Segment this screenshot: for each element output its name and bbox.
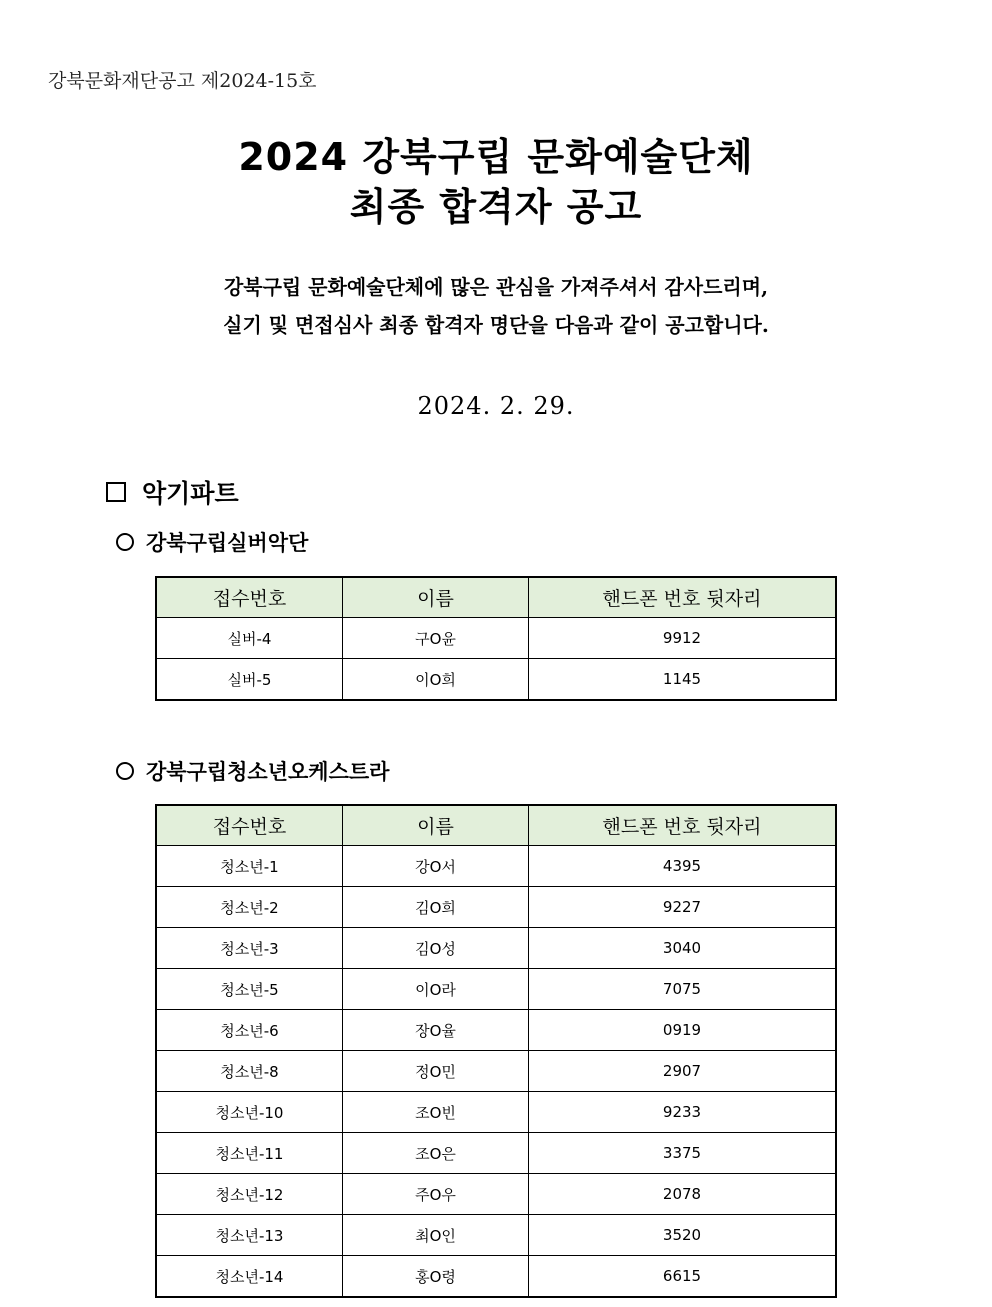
column-header-receipt: 접수번호 xyxy=(156,805,343,846)
document-number: 강북문화재단공고 제2024-15호 xyxy=(48,70,317,92)
phone-last-digits: 6615 xyxy=(529,1256,837,1298)
phone-last-digits: 2907 xyxy=(529,1051,837,1092)
square-bullet-icon xyxy=(106,482,126,502)
section-heading xyxy=(106,474,239,510)
phone-last-digits: 3375 xyxy=(529,1133,837,1174)
receipt-number: 청소년-10 xyxy=(156,1092,343,1133)
receipt-number: 청소년-3 xyxy=(156,928,343,969)
page-title xyxy=(0,132,992,232)
title-line-2: 최종 합격자 공고 xyxy=(349,185,643,229)
table-row xyxy=(156,618,836,659)
table-header-row xyxy=(156,805,836,846)
applicant-name: 최O인 xyxy=(343,1215,529,1256)
circle-bullet-icon xyxy=(116,533,134,551)
receipt-number: 청소년-2 xyxy=(156,887,343,928)
intro-text xyxy=(0,268,992,344)
phone-last-digits: 2078 xyxy=(529,1174,837,1215)
receipt-number: 청소년-6 xyxy=(156,1010,343,1051)
table-row xyxy=(156,659,836,701)
column-header-name: 이름 xyxy=(343,805,529,846)
intro-line-1: 강북구립 문화예술단체에 많은 관심을 가져주셔서 감사드리며, xyxy=(223,275,769,299)
column-header-phone: 핸드폰 번호 뒷자리 xyxy=(529,805,837,846)
receipt-number: 청소년-5 xyxy=(156,969,343,1010)
phone-last-digits: 9227 xyxy=(529,887,837,928)
phone-last-digits: 9912 xyxy=(529,618,837,659)
table-row xyxy=(156,969,836,1010)
receipt-number: 청소년-13 xyxy=(156,1215,343,1256)
phone-last-digits: 3040 xyxy=(529,928,837,969)
section-heading-label: 악기파트 xyxy=(142,479,239,508)
applicant-name: 조O빈 xyxy=(343,1092,529,1133)
circle-bullet-icon xyxy=(116,762,134,780)
table-row xyxy=(156,1051,836,1092)
receipt-number: 실버-5 xyxy=(156,659,343,701)
receipt-number: 청소년-14 xyxy=(156,1256,343,1298)
applicant-name: 이O라 xyxy=(343,969,529,1010)
receipt-number: 청소년-8 xyxy=(156,1051,343,1092)
table-header-row xyxy=(156,577,836,618)
column-header-name: 이름 xyxy=(343,577,529,618)
phone-last-digits: 3520 xyxy=(529,1215,837,1256)
applicant-name: 정O민 xyxy=(343,1051,529,1092)
intro-line-2: 실기 및 면접심사 최종 합격자 명단을 다음과 같이 공고합니다. xyxy=(223,313,769,337)
announcement-date: 2024. 2. 29. xyxy=(417,392,575,420)
applicant-name: 주O우 xyxy=(343,1174,529,1215)
title-line-1: 2024 강북구립 문화예술단체 xyxy=(238,135,754,179)
table-row xyxy=(156,1215,836,1256)
phone-last-digits: 4395 xyxy=(529,846,837,887)
phone-last-digits: 0919 xyxy=(529,1010,837,1051)
phone-last-digits: 9233 xyxy=(529,1092,837,1133)
table-row xyxy=(156,1256,836,1298)
phone-last-digits: 1145 xyxy=(529,659,837,701)
column-header-phone: 핸드폰 번호 뒷자리 xyxy=(529,577,837,618)
group-heading-youth xyxy=(116,756,389,786)
receipt-number: 청소년-1 xyxy=(156,846,343,887)
applicant-name: 김O희 xyxy=(343,887,529,928)
youth-orchestra-table xyxy=(155,804,837,1298)
table-row xyxy=(156,928,836,969)
group-heading-label: 강북구립청소년오케스트라 xyxy=(146,759,390,784)
receipt-number: 청소년-12 xyxy=(156,1174,343,1215)
table-row xyxy=(156,846,836,887)
table-row xyxy=(156,1133,836,1174)
applicant-name: 이O희 xyxy=(343,659,529,701)
receipt-number: 청소년-11 xyxy=(156,1133,343,1174)
group-heading-label: 강북구립실버악단 xyxy=(146,530,309,555)
table-row xyxy=(156,1174,836,1215)
phone-last-digits: 7075 xyxy=(529,969,837,1010)
applicant-name: 홍O령 xyxy=(343,1256,529,1298)
group-heading-silver xyxy=(116,527,308,557)
table-row xyxy=(156,1092,836,1133)
table-row xyxy=(156,1010,836,1051)
column-header-receipt: 접수번호 xyxy=(156,577,343,618)
applicant-name: 김O성 xyxy=(343,928,529,969)
applicant-name: 장O율 xyxy=(343,1010,529,1051)
applicant-name: 구O윤 xyxy=(343,618,529,659)
table-row xyxy=(156,887,836,928)
applicant-name: 강O서 xyxy=(343,846,529,887)
silver-band-table xyxy=(155,576,837,701)
receipt-number: 실버-4 xyxy=(156,618,343,659)
applicant-name: 조O은 xyxy=(343,1133,529,1174)
